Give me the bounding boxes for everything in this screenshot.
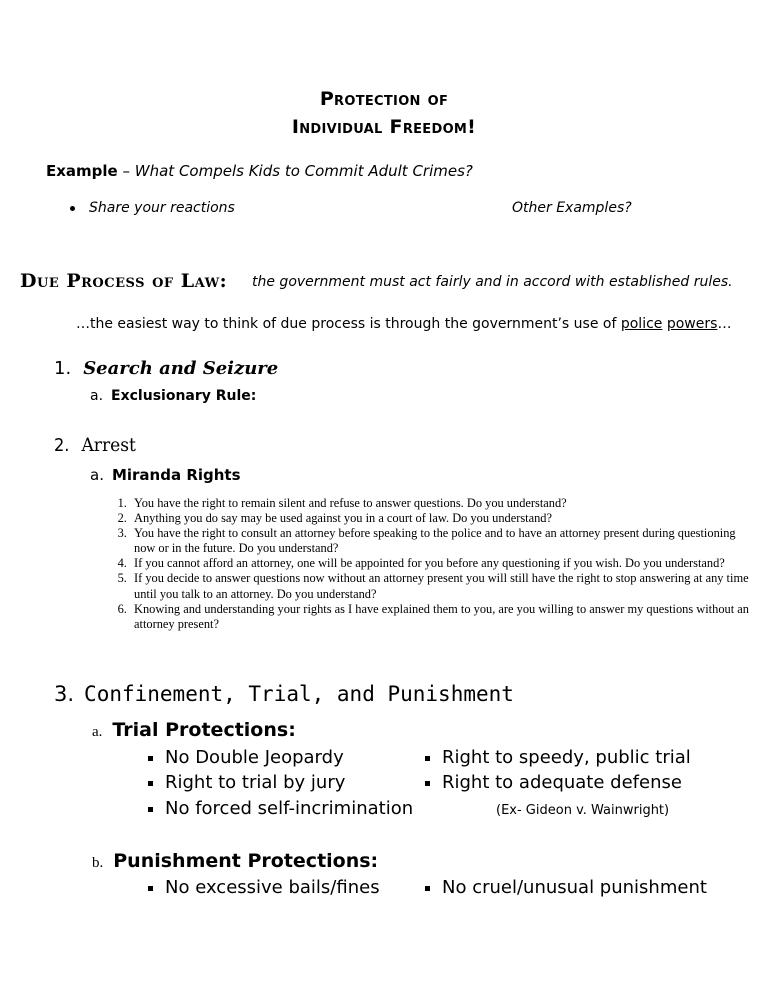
bullet-icon xyxy=(70,206,75,211)
exclusionary-rule xyxy=(90,388,256,404)
trial-item-1 xyxy=(148,747,344,768)
trial-example: (Ex- Gideon v. Wainwright) xyxy=(496,803,670,818)
miranda-label: Miranda Rights xyxy=(111,466,241,484)
trial-item-text: Right to speedy, public trial xyxy=(442,747,691,768)
miranda-list xyxy=(108,496,750,632)
trial-item-2 xyxy=(425,747,691,768)
due-process-heading: Due Process of Law: xyxy=(20,270,228,292)
square-bullet-icon xyxy=(148,756,153,761)
section-2-title: Arrest xyxy=(81,434,136,456)
list-item: 3. You have the right to consult an attorney before speaking to the police and to have an attorney present during questioning now or in the future. Do you understand? xyxy=(130,526,750,556)
trial-item-text: No Double Jeopardy xyxy=(165,747,344,768)
trial-label: Trial Protections: xyxy=(112,719,296,741)
note-police: police xyxy=(620,316,663,332)
punishment-protections xyxy=(92,850,378,872)
sub-a-marker: a. xyxy=(90,388,104,404)
miranda-rights xyxy=(90,466,241,484)
section-1-number: 1. xyxy=(54,358,72,379)
example-bullet xyxy=(70,200,235,216)
list-item: 5. If you decide to answer questions now without an attorney present you will still have the right to stop answering at any time until you talk to an attorney. Do you understand? xyxy=(130,571,750,601)
square-bullet-icon xyxy=(148,807,153,812)
page-title-line2: Individual Freedom! xyxy=(291,116,477,138)
square-bullet-icon xyxy=(425,886,430,891)
trial-item-4 xyxy=(425,772,682,793)
trial-protections xyxy=(92,719,296,741)
punishment-item-2 xyxy=(425,877,707,898)
sub-a-marker-3: a. xyxy=(92,724,103,740)
exclusionary-label: Exclusionary Rule: xyxy=(111,388,257,404)
punishment-label: Punishment Protections: xyxy=(113,850,379,872)
note-powers: powers xyxy=(666,316,718,332)
punishment-item-text: No cruel/unusual punishment xyxy=(442,877,707,898)
due-process-definition: the government must act fairly and in accord with established rules. xyxy=(252,274,733,290)
list-item: 4. If you cannot afford an attorney, one will be appointed for you before any questioning if you wish. Do you understand? xyxy=(130,556,750,571)
punishment-item-1 xyxy=(148,877,380,898)
square-bullet-icon xyxy=(425,781,430,786)
section-1-heading xyxy=(54,358,278,379)
list-item: 6. Knowing and understanding your rights as I have explained them to you, are you willing to answer my questions without an attorney present? xyxy=(130,602,750,632)
list-item: 1. You have the right to remain silent and refuse to answer questions. Do you understand? xyxy=(130,496,750,511)
section-3-heading xyxy=(54,682,514,706)
section-3-title: Confinement, Trial, and Punishment xyxy=(84,682,514,706)
section-1-title: Search and Seizure xyxy=(83,358,279,379)
sub-a-marker-2: a. xyxy=(90,466,104,484)
section-3-number: 3. xyxy=(54,682,75,706)
sub-b-marker: b. xyxy=(92,855,104,871)
trial-item-text: No forced self-incrimination xyxy=(165,798,414,819)
trial-item-text: Right to trial by jury xyxy=(165,772,346,793)
trial-item-5 xyxy=(148,798,413,819)
note-text: …the easiest way to think of due process is through the government’s use of xyxy=(76,316,621,332)
list-item: 2. Anything you do say may be used against you in a court of law. Do you understand? xyxy=(130,511,750,526)
example-question: What Compels Kids to Commit Adult Crimes? xyxy=(134,162,473,180)
example-dash: – xyxy=(117,162,135,180)
trial-item-text: Right to adequate defense xyxy=(442,772,682,793)
example-label: Example xyxy=(46,162,118,180)
page-title-line1: Protection of xyxy=(319,88,449,110)
square-bullet-icon xyxy=(148,886,153,891)
trial-item-3 xyxy=(148,772,345,793)
note-ellipsis: … xyxy=(717,316,732,332)
example-line xyxy=(46,162,473,180)
example-other: Other Examples? xyxy=(512,200,632,216)
example-bullet-text: Share your reactions xyxy=(89,200,235,216)
section-2-number: 2. xyxy=(54,435,70,456)
square-bullet-icon xyxy=(425,756,430,761)
punishment-item-text: No excessive bails/fines xyxy=(165,877,380,898)
square-bullet-icon xyxy=(148,781,153,786)
due-process-note xyxy=(76,316,731,332)
section-2-heading xyxy=(54,434,136,456)
